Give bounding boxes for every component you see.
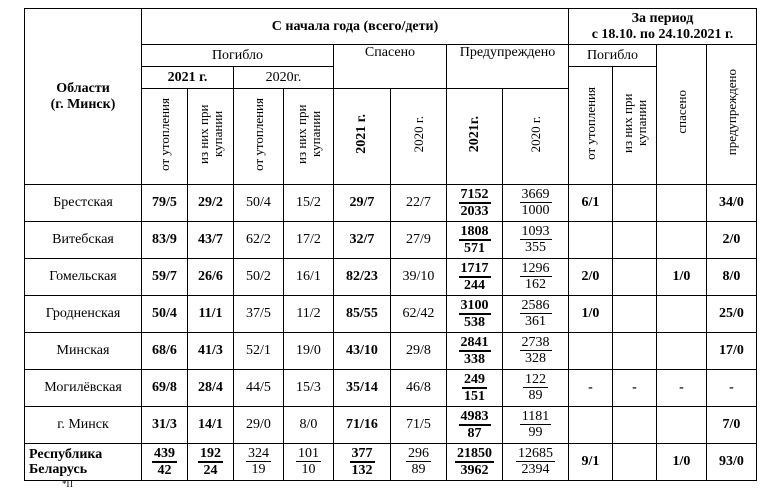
since-year-header: С начала года (всего/дети) [142,9,569,45]
bathing-2021: 28/4 [188,370,234,407]
region-name: Гомельская [25,259,142,296]
period-prevented: 34/0 [707,185,757,222]
total-drowning-2020: $\frac{324}{19}$ [234,444,284,481]
period-saved-header: спасено [657,45,707,185]
region-name: Минская [25,333,142,370]
period-prevented: - [707,370,757,407]
saved-2020: 62/42 [391,296,447,333]
total-row [25,444,757,481]
period-saved [657,407,707,444]
period-drowning: 1/0 [569,296,613,333]
saved-2020: 71/5 [391,407,447,444]
saved-2020: 46/8 [391,370,447,407]
saved-2020: 39/10 [391,259,447,296]
period-bathing [613,185,657,222]
bathing-2021: 14/1 [188,407,234,444]
saved-header: Спасено [334,45,447,89]
footnote: *П [62,479,73,489]
drowning-2021-header: от утопления [142,89,188,185]
drowning-2020: 52/1 [234,333,284,370]
total-drowning-2021: $\frac{439}{42}$ [142,444,188,481]
region-name: Брестская [25,185,142,222]
period-bathing-header: из них при купании [613,67,657,185]
region-header: Области (г. Минск) [25,9,142,185]
drowning-2020-header: от утопления [234,89,284,185]
drowning-2020: 62/2 [234,222,284,259]
prevented-2021-header: 2021г. [447,89,503,185]
table-row [25,222,757,259]
period-prevented: 17/0 [707,333,757,370]
period-saved [657,222,707,259]
bathing-2020-header: из них при купании [284,89,334,185]
total-prevented-2021: $\frac{21850}{3962}$ [447,444,503,481]
bathing-2020: 19/0 [284,333,334,370]
drowning-statistics-table [24,8,757,481]
region-name: Витебская [25,222,142,259]
prevented-2020: $\frac{1296}{162}$ [503,259,569,296]
period-bathing [613,333,657,370]
table-row [25,407,757,444]
prevented-2020-header: 2020 г. [503,89,569,185]
drowning-2021: 69/8 [142,370,188,407]
period-drowning: 6/1 [569,185,613,222]
table-row [25,296,757,333]
prevented-2021: $\frac{4983}{87}$ [447,407,503,444]
region-name: г. Минск [25,407,142,444]
saved-2020: 22/7 [391,185,447,222]
bathing-2021: 11/1 [188,296,234,333]
drowning-2020: 50/2 [234,259,284,296]
drowning-2021: 83/9 [142,222,188,259]
drowning-2021: 31/3 [142,407,188,444]
saved-2021: 29/7 [334,185,391,222]
saved-2021: 32/7 [334,222,391,259]
region-name: Гродненская [25,296,142,333]
total-prevented-2020: $\frac{12685}{2394}$ [503,444,569,481]
drowning-2021: 68/6 [142,333,188,370]
total-period-prevented: 93/0 [707,444,757,481]
saved-2020: 27/9 [391,222,447,259]
prevented-2021: $\frac{249}{151}$ [447,370,503,407]
table-row [25,259,757,296]
saved-2021: 43/10 [334,333,391,370]
period-drowning-header: от утопления [569,67,613,185]
period-died-header: Погибло [569,45,657,67]
saved-2021-header: 2021 г. [334,89,391,185]
period-saved [657,185,707,222]
bathing-2020: 15/3 [284,370,334,407]
bathing-2021: 26/6 [188,259,234,296]
prevented-2020: $\frac{1093}{355}$ [503,222,569,259]
total-period-drowning: 9/1 [569,444,613,481]
bathing-2020: 17/2 [284,222,334,259]
drowning-2021: 79/5 [142,185,188,222]
prevented-2021: $\frac{7152}{2033}$ [447,185,503,222]
period-prevented: 7/0 [707,407,757,444]
drowning-2020: 50/4 [234,185,284,222]
prevented-header: Предупреждено [447,45,569,89]
prevented-2020: $\frac{2586}{361}$ [503,296,569,333]
total-period-bathing [613,444,657,481]
total-saved-2021: $\frac{377}{132}$ [334,444,391,481]
saved-2021: 85/55 [334,296,391,333]
period-bathing [613,259,657,296]
table-row [25,370,757,407]
period-prevented: 25/0 [707,296,757,333]
prevented-2021: $\frac{1808}{571}$ [447,222,503,259]
table-row [25,185,757,222]
period-saved: - [657,370,707,407]
table-row [25,333,757,370]
period-drowning: 2/0 [569,259,613,296]
drowning-2020: 29/0 [234,407,284,444]
region-name: Могилёвская [25,370,142,407]
drowning-2020: 37/5 [234,296,284,333]
prevented-2020: $\frac{3669}{1000}$ [503,185,569,222]
bathing-2020: 15/2 [284,185,334,222]
bathing-2020: 8/0 [284,407,334,444]
bathing-2020: 11/2 [284,296,334,333]
period-bathing [613,222,657,259]
total-bathing-2021: $\frac{192}{24}$ [188,444,234,481]
bathing-2021: 29/2 [188,185,234,222]
died-2020-header: 2020г. [234,67,334,89]
period-drowning [569,222,613,259]
saved-2021: 35/14 [334,370,391,407]
period-prevented-header: предупреждено [707,45,757,185]
period-saved: 1/0 [657,259,707,296]
prevented-2021: $\frac{2841}{338}$ [447,333,503,370]
prevented-2021: $\frac{1717}{244}$ [447,259,503,296]
period-prevented: 8/0 [707,259,757,296]
period-saved [657,333,707,370]
prevented-2020: $\frac{1181}{99}$ [503,407,569,444]
saved-2021: 71/16 [334,407,391,444]
prevented-2020: $\frac{2738}{328}$ [503,333,569,370]
drowning-2021: 50/4 [142,296,188,333]
period-drowning: - [569,370,613,407]
prevented-2020: $\frac{122}{89}$ [503,370,569,407]
saved-2021: 82/23 [334,259,391,296]
bathing-2020: 16/1 [284,259,334,296]
period-saved [657,296,707,333]
period-bathing [613,407,657,444]
saved-2020-header: 2020 г. [391,89,447,185]
saved-2020: 29/8 [391,333,447,370]
period-bathing: - [613,370,657,407]
period-prevented: 2/0 [707,222,757,259]
bathing-2021-header: из них при купании [188,89,234,185]
bathing-2021: 41/3 [188,333,234,370]
total-saved-2020: $\frac{296}{89}$ [391,444,447,481]
prevented-2021: $\frac{3100}{538}$ [447,296,503,333]
period-bathing [613,296,657,333]
total-period-saved: 1/0 [657,444,707,481]
drowning-2020: 44/5 [234,370,284,407]
period-header: За период с 18.10. по 24.10.2021 г. [569,9,757,45]
died-2021-header: 2021 г. [142,67,234,89]
died-header: Погибло [142,45,334,67]
total-bathing-2020: $\frac{101}{10}$ [284,444,334,481]
period-drowning [569,407,613,444]
total-region: Республика Беларусь [25,444,142,481]
drowning-2021: 59/7 [142,259,188,296]
period-drowning [569,333,613,370]
bathing-2021: 43/7 [188,222,234,259]
